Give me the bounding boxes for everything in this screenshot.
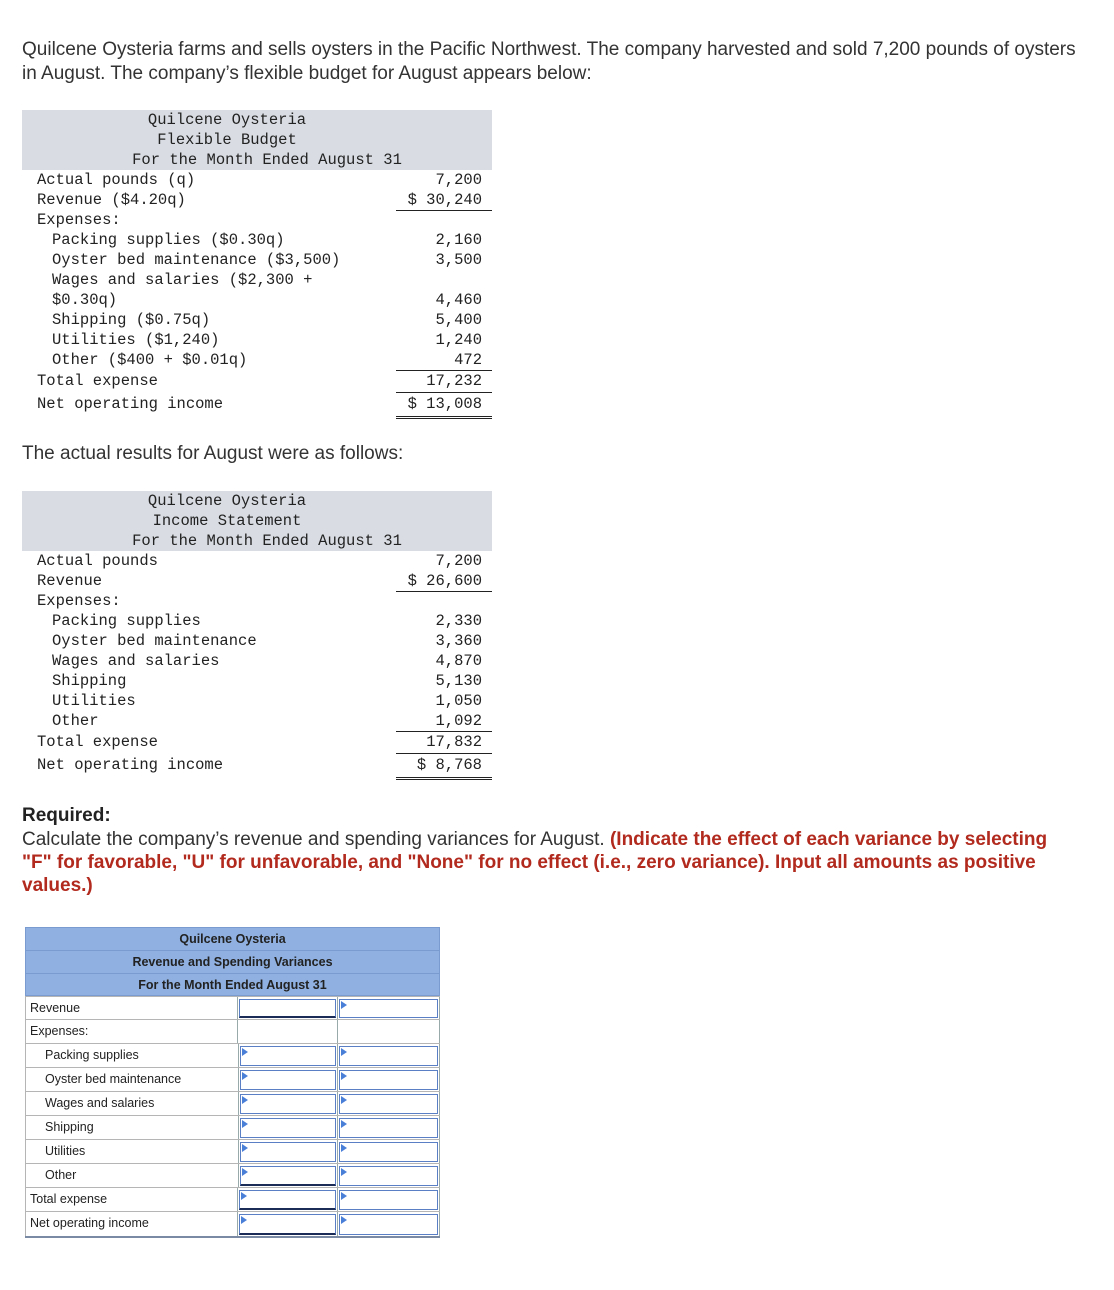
vt-expenses-blank-2 <box>337 1020 440 1043</box>
is-revenue-value: $ 26,600 <box>396 571 492 592</box>
vt-other-amount-input[interactable] <box>240 1166 336 1186</box>
fb-shipping-label: Shipping ($0.75q) <box>52 311 211 329</box>
is-row-actual-pounds <box>22 551 492 571</box>
vt-wages-label: Wages and salaries <box>25 1092 238 1115</box>
vt-row-noi <box>25 1212 440 1238</box>
fb-expenses-label: Expenses: <box>37 211 121 229</box>
is-row-total <box>22 731 492 753</box>
fb-title-period: For the Month Ended August 31 <box>132 151 402 169</box>
is-other-label: Other <box>52 712 99 730</box>
is-row-shipping <box>22 671 492 691</box>
vt-shipping-amount-cell <box>238 1116 337 1139</box>
fb-revenue-label: Revenue ($4.20q) <box>37 191 186 209</box>
fb-other-label: Other ($400 + $0.01q) <box>52 351 248 369</box>
income-statement-header <box>22 491 492 551</box>
fb-total-value: 17,232 <box>396 370 492 393</box>
vt-wages-amount-cell <box>238 1092 337 1115</box>
is-shipping-label: Shipping <box>52 672 127 690</box>
vt-utilities-effect-select[interactable] <box>339 1142 438 1162</box>
vt-packing-effect-select[interactable] <box>339 1046 438 1066</box>
vt-oyster-amount-cell <box>238 1068 337 1091</box>
is-packing-label: Packing supplies <box>52 612 201 630</box>
fb-row-expenses <box>22 210 492 230</box>
flexible-budget-table <box>22 110 492 416</box>
is-title-report: Income Statement <box>152 512 302 530</box>
fb-actual-pounds-value: 7,200 <box>435 171 482 189</box>
actual-results-text: The actual results for August were as follows: <box>22 443 404 464</box>
required-heading: Required: <box>22 805 111 826</box>
vt-total-amount-input[interactable] <box>239 1190 335 1210</box>
vt-row-revenue <box>25 996 440 1020</box>
fb-row-shipping <box>22 310 492 330</box>
vt-revenue-amount-input[interactable] <box>239 999 335 1018</box>
is-title-period: For the Month Ended August 31 <box>132 532 402 550</box>
vt-row-total <box>25 1188 440 1212</box>
is-noi-value: $ 8,768 <box>396 753 492 780</box>
fb-row-wages-1 <box>22 270 492 290</box>
is-wages-value: 4,870 <box>435 652 482 670</box>
is-other-value: 1,092 <box>396 711 492 732</box>
vt-title-company-text: Quilcene Oysteria <box>179 932 286 946</box>
vt-row-other <box>25 1164 440 1188</box>
vt-utilities-amount-input[interactable] <box>240 1142 336 1162</box>
vt-title-period <box>25 973 440 996</box>
is-utilities-value: 1,050 <box>435 692 482 710</box>
flexible-budget-header <box>22 110 492 170</box>
vt-row-wages <box>25 1092 440 1116</box>
fb-total-label: Total expense <box>37 372 158 390</box>
vt-utilities-amount-cell <box>238 1140 337 1163</box>
fb-oyster-label: Oyster bed maintenance ($3,500) <box>52 251 341 269</box>
fb-wages-label-1: Wages and salaries ($2,300 + <box>52 271 313 289</box>
is-row-packing <box>22 611 492 631</box>
fb-utilities-value: 1,240 <box>435 331 482 349</box>
vt-utilities-label: Utilities <box>25 1140 238 1163</box>
vt-packing-label: Packing supplies <box>25 1044 238 1067</box>
vt-row-expenses <box>25 1020 440 1044</box>
vt-wages-amount-input[interactable] <box>240 1094 336 1114</box>
is-total-value: 17,832 <box>396 731 492 754</box>
vt-row-utilities <box>25 1140 440 1164</box>
fb-row-oyster <box>22 250 492 270</box>
intro-text: Quilcene Oysteria farms and sells oysters in the Pacific Northwest. The company harvested and sold 7,200 pounds of oysters in August. The company’s flexible budget for August appears below: <box>22 39 1076 84</box>
is-wages-label: Wages and salaries <box>52 652 220 670</box>
required-question: Calculate the company’s revenue and spending variances for August. <box>22 829 605 850</box>
is-packing-value: 2,330 <box>435 612 482 630</box>
is-row-noi <box>22 753 492 777</box>
vt-packing-effect-cell <box>337 1044 440 1067</box>
vt-row-shipping <box>25 1116 440 1140</box>
fb-row-other <box>22 350 492 370</box>
vt-title-period-text: For the Month Ended August 31 <box>138 978 327 992</box>
is-noi-label: Net operating income <box>37 756 224 774</box>
fb-packing-value: 2,160 <box>435 231 482 249</box>
vt-revenue-label: Revenue <box>25 997 237 1019</box>
is-shipping-value: 5,130 <box>435 672 482 690</box>
vt-row-oyster <box>25 1068 440 1092</box>
income-statement-table <box>22 491 492 777</box>
is-actual-pounds-value: 7,200 <box>435 552 482 570</box>
fb-title-company: Quilcene Oysteria <box>147 111 307 129</box>
is-oyster-label: Oyster bed maintenance <box>52 632 257 650</box>
is-total-label: Total expense <box>37 733 158 751</box>
vt-oyster-effect-select[interactable] <box>339 1070 438 1090</box>
fb-utilities-label: Utilities ($1,240) <box>52 331 220 349</box>
vt-utilities-effect-cell <box>337 1140 440 1163</box>
is-row-revenue <box>22 571 492 591</box>
is-row-utilities <box>22 691 492 711</box>
vt-shipping-label: Shipping <box>25 1116 238 1139</box>
fb-shipping-value: 5,400 <box>435 311 482 329</box>
vt-other-effect-select[interactable] <box>339 1166 438 1186</box>
is-actual-pounds-label: Actual pounds <box>37 552 158 570</box>
required-instruction: (Indicate the effect of each variance by selecting "F" for favorable, "U" for unfavorable, and "None" for no effect (i.e., zero variance). Input all amounts as positive values.) <box>22 829 1048 896</box>
vt-other-amount-cell <box>238 1164 337 1187</box>
fb-revenue-value: $ 30,240 <box>396 190 492 211</box>
is-revenue-label: Revenue <box>37 572 103 590</box>
vt-total-label: Total expense <box>25 1188 237 1211</box>
vt-wages-effect-select[interactable] <box>339 1094 438 1114</box>
fb-noi-label: Net operating income <box>37 395 224 413</box>
fb-row-total <box>22 370 492 392</box>
vt-total-amount-cell <box>237 1188 336 1211</box>
vt-row-packing <box>25 1044 440 1068</box>
is-row-oyster <box>22 631 492 651</box>
vt-oyster-label: Oyster bed maintenance <box>25 1068 238 1091</box>
vt-noi-effect-select[interactable] <box>339 1214 438 1235</box>
is-oyster-value: 3,360 <box>435 632 482 650</box>
vt-shipping-effect-cell <box>337 1116 440 1139</box>
vt-noi-amount-cell <box>237 1212 336 1236</box>
vt-expenses-blank-1 <box>237 1020 336 1043</box>
vt-revenue-effect-select[interactable] <box>339 999 438 1018</box>
required-body <box>22 828 1082 897</box>
vt-oyster-amount-input[interactable] <box>240 1070 336 1090</box>
fb-actual-pounds-label: Actual pounds (q) <box>37 171 196 189</box>
fb-row-wages-2 <box>22 290 492 310</box>
vt-noi-effect-cell <box>337 1212 440 1236</box>
vt-packing-amount-cell <box>238 1044 337 1067</box>
vt-revenue-effect-cell <box>337 997 440 1019</box>
vt-title-report <box>25 950 440 973</box>
fb-wages-label-2: $0.30q) <box>52 291 118 309</box>
fb-wages-value: 4,460 <box>435 291 482 309</box>
fb-row-noi <box>22 392 492 416</box>
vt-title-company <box>25 927 440 950</box>
vt-expenses-label: Expenses: <box>25 1020 237 1043</box>
vt-packing-amount-input[interactable] <box>240 1046 336 1066</box>
fb-oyster-value: 3,500 <box>435 251 482 269</box>
vt-noi-label: Net operating income <box>25 1212 237 1236</box>
fb-noi-value: $ 13,008 <box>396 392 492 419</box>
is-expenses-label: Expenses: <box>37 592 121 610</box>
vt-title-report-text: Revenue and Spending Variances <box>132 955 333 969</box>
vt-noi-amount-input[interactable] <box>239 1214 335 1235</box>
fb-row-revenue <box>22 190 492 210</box>
fb-other-value: 472 <box>396 350 492 371</box>
fb-row-actual-pounds <box>22 170 492 190</box>
is-title-company: Quilcene Oysteria <box>147 492 307 510</box>
is-row-expenses <box>22 591 492 611</box>
vt-total-effect-select[interactable] <box>339 1190 438 1210</box>
vt-shipping-effect-select[interactable] <box>339 1118 438 1138</box>
vt-other-effect-cell <box>337 1164 440 1187</box>
fb-row-utilities <box>22 330 492 350</box>
vt-wages-effect-cell <box>337 1092 440 1115</box>
is-row-other <box>22 711 492 731</box>
vt-total-effect-cell <box>337 1188 440 1211</box>
fb-row-packing <box>22 230 492 250</box>
variance-table <box>25 927 440 1238</box>
vt-other-label: Other <box>25 1164 238 1187</box>
fb-packing-label: Packing supplies ($0.30q) <box>52 231 285 249</box>
fb-title-report: Flexible Budget <box>157 131 297 149</box>
vt-shipping-amount-input[interactable] <box>240 1118 336 1138</box>
is-row-wages <box>22 651 492 671</box>
is-utilities-label: Utilities <box>52 692 136 710</box>
vt-revenue-amount-cell <box>237 997 336 1019</box>
vt-oyster-effect-cell <box>337 1068 440 1091</box>
